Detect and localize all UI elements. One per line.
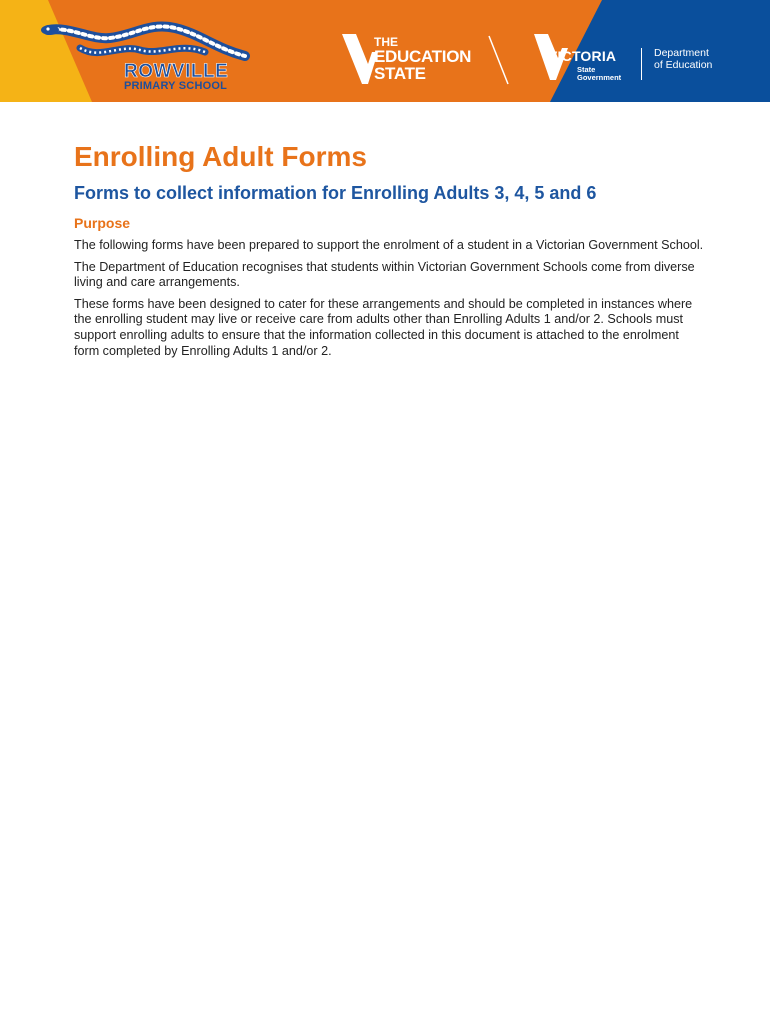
- purpose-paragraph: The Department of Education recognises that students within Victorian Government Schools come from diverse living and care arrangements.: [74, 259, 695, 290]
- header-banner: [0, 0, 770, 102]
- victoria-government-text: Government: [577, 73, 622, 82]
- section-heading-purpose: Purpose: [74, 215, 131, 231]
- purpose-paragraph: The following forms have been prepared to support the enrolment of a student in a Victorian Government School.: [74, 238, 704, 252]
- document-body: [74, 140, 704, 359]
- school-subtitle: PRIMARY SCHOOL: [124, 80, 228, 92]
- education-state-education: EDUCATION: [374, 47, 472, 66]
- purpose-paragraph: These forms have been designed to cater for these arrangements and should be completed in instances where the enrolling student may live or receive care from adults other than Enrolling Adults 1 and/or 2. Schools must support enrolling adults to ensure that the information collected in this document is attached to the enrolment form completed by Enrolling Adults 1 and/or 2.: [74, 296, 693, 358]
- education-state-state: STATE: [374, 64, 426, 83]
- department-line1: Department: [654, 47, 709, 59]
- school-name: ROWVILLE: [124, 61, 229, 82]
- education-state-the: THE: [374, 35, 398, 49]
- document-subtitle: Forms to collect information for Enrolling Adults 3, 4, 5 and 6: [74, 183, 597, 203]
- victoria-state-text: State: [577, 65, 596, 74]
- document-title: Enrolling Adult Forms: [74, 141, 367, 172]
- victoria-logo-text: VICTORIA: [548, 48, 617, 64]
- department-line2: of Education: [654, 59, 713, 71]
- logo-divider: [641, 48, 642, 80]
